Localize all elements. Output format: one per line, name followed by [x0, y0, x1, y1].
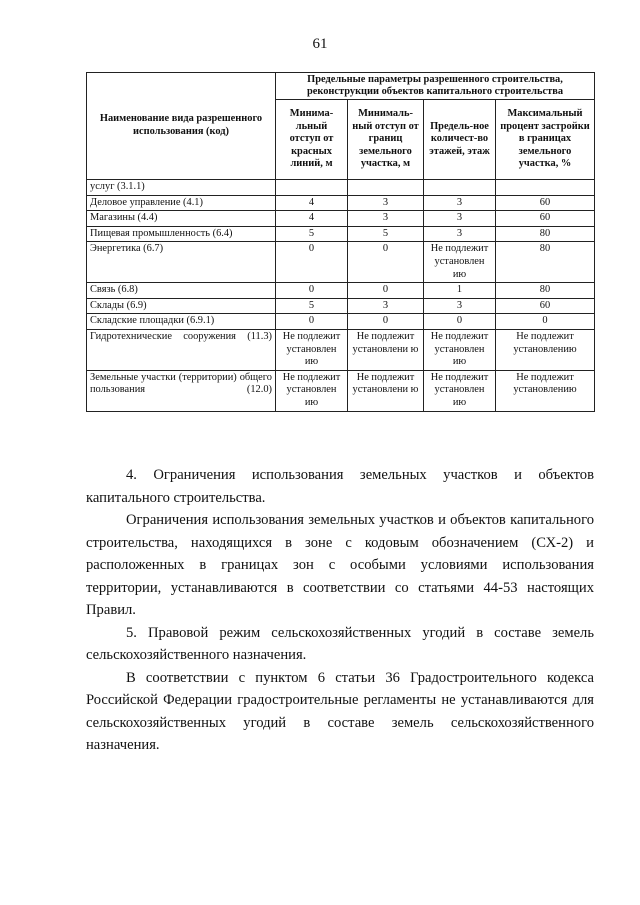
cell-max-floors: 3 — [424, 226, 496, 242]
table-row — [87, 298, 595, 314]
cell-use-name: Энергетика (6.7) — [87, 242, 276, 283]
cell-min-setback-red-lines: 0 — [276, 242, 348, 283]
section-heading-legal-regime: 5. Правовой режим сельскохозяйственных угодий в составе земель сельскохозяйственного назначения. — [86, 624, 594, 663]
cell-max-coverage: 60 — [496, 211, 595, 227]
cell-min-setback-plot: 0 — [348, 283, 424, 299]
group-header-parameters: Предельные параметры разрешенного строительства, реконструкции объектов капитального строительства — [276, 73, 595, 100]
col-header-min-setback-plot: Минималь-ный отступ от границ земельного участка, м — [348, 100, 424, 180]
cell-max-floors: Не подлежит установлен ию — [424, 329, 496, 370]
cell-max-coverage — [496, 180, 595, 196]
cell-use-name: Магазины (4.4) — [87, 211, 276, 227]
cell-use-name: Гидротехнические сооружения (11.3) — [87, 329, 276, 370]
table-row — [87, 195, 595, 211]
cell-use-name: Деловое управление (4.1) — [87, 195, 276, 211]
cell-max-floors: 3 — [424, 195, 496, 211]
table-row — [87, 283, 595, 299]
col-header-max-floors: Предель-ное количест-во этажей, этаж — [424, 100, 496, 180]
table-row — [87, 242, 595, 283]
section-heading-restrictions: 4. Ограничения использования земельных участков и объектов капитального строительства. — [86, 467, 594, 506]
col-header-min-setback-red-lines: Минима-льный отступ от красных линий, м — [276, 100, 348, 180]
cell-use-name: услуг (3.1.1) — [87, 180, 276, 196]
cell-min-setback-red-lines: Не подлежит установлен ию — [276, 329, 348, 370]
cell-max-coverage: 80 — [496, 226, 595, 242]
col-header-max-coverage: Максимальный процент застройки в границах земельного участка, % — [496, 100, 595, 180]
cell-min-setback-plot: 3 — [348, 211, 424, 227]
cell-min-setback-plot: 3 — [348, 298, 424, 314]
cell-min-setback-plot: 5 — [348, 226, 424, 242]
cell-max-floors: Не подлежит установлен ию — [424, 242, 496, 283]
table-row — [87, 329, 595, 370]
cell-max-coverage: 60 — [496, 195, 595, 211]
cell-min-setback-plot — [348, 180, 424, 196]
cell-max-floors: Не подлежит установлен ию — [424, 370, 496, 411]
cell-min-setback-red-lines: 0 — [276, 283, 348, 299]
cell-max-coverage: 80 — [496, 283, 595, 299]
paragraph-legal-regime: В соответствии с пунктом 6 статьи 36 Градостроительного кодекса Российской Федерации градостроительные регламенты не устанавливаются для сельскохозяйственных угодий в составе земель сельскохозяйственного назначения. — [86, 669, 594, 753]
cell-max-coverage: 0 — [496, 314, 595, 330]
table-row — [87, 211, 595, 227]
cell-max-coverage: 80 — [496, 242, 595, 283]
body-text — [86, 464, 594, 757]
cell-use-name: Складские площадки (6.9.1) — [87, 314, 276, 330]
paragraph-restrictions: Ограничения использования земельных участков и объектов капитального строительства, находящихся в зоне с кодовым обозначением (СХ-2) и расположенных в границах зон с особыми условиями использования территории, устанавливаются в соответствии со статьями 44-53 настоящих Правил. — [86, 512, 594, 618]
cell-min-setback-plot: 0 — [348, 314, 424, 330]
cell-max-coverage: 60 — [496, 298, 595, 314]
cell-min-setback-plot: 3 — [348, 195, 424, 211]
table-row — [87, 314, 595, 330]
cell-min-setback-plot: Не подлежит установлени ю — [348, 329, 424, 370]
cell-max-coverage: Не подлежит установлению — [496, 329, 595, 370]
cell-max-floors — [424, 180, 496, 196]
cell-max-floors: 0 — [424, 314, 496, 330]
cell-min-setback-red-lines — [276, 180, 348, 196]
cell-min-setback-plot: Не подлежит установлени ю — [348, 370, 424, 411]
cell-use-name: Земельные участки (территории) общего пользования (12.0) — [87, 370, 276, 411]
cell-use-name: Связь (6.8) — [87, 283, 276, 299]
cell-min-setback-red-lines: 5 — [276, 226, 348, 242]
cell-max-floors: 3 — [424, 211, 496, 227]
parameters-table — [86, 72, 595, 412]
cell-min-setback-red-lines: Не подлежит установлен ию — [276, 370, 348, 411]
table-row — [87, 370, 595, 411]
cell-min-setback-red-lines: 0 — [276, 314, 348, 330]
cell-use-name: Пищевая промышленность (6.4) — [87, 226, 276, 242]
page-number: 61 — [312, 36, 328, 52]
cell-min-setback-plot: 0 — [348, 242, 424, 283]
cell-min-setback-red-lines: 4 — [276, 211, 348, 227]
cell-max-floors: 3 — [424, 298, 496, 314]
table-row — [87, 180, 595, 196]
cell-min-setback-red-lines: 5 — [276, 298, 348, 314]
col-header-use-type: Наименование вида разрешенного использования (код) — [87, 73, 276, 180]
table-row — [87, 226, 595, 242]
cell-min-setback-red-lines: 4 — [276, 195, 348, 211]
cell-max-coverage: Не подлежит установлению — [496, 370, 595, 411]
cell-max-floors: 1 — [424, 283, 496, 299]
cell-use-name: Склады (6.9) — [87, 298, 276, 314]
